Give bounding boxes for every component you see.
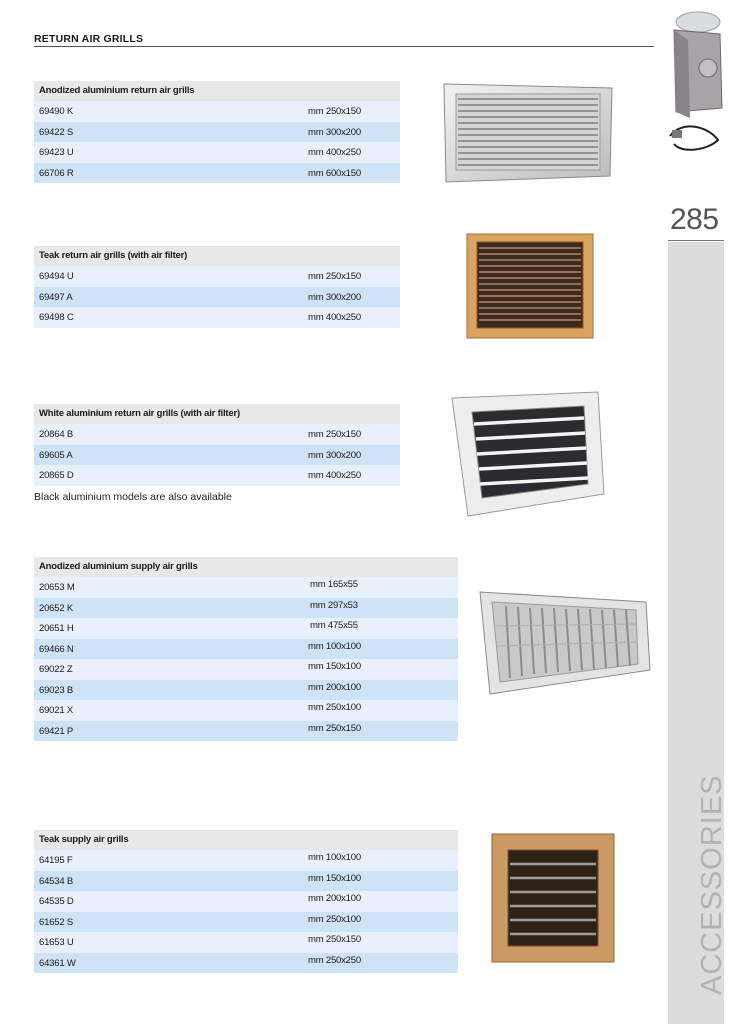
product-size: mm 400x250 [308, 312, 361, 323]
product-code: 69423 U [39, 147, 74, 158]
page-number: 285 [670, 203, 719, 236]
product-code: 69422 S [39, 126, 73, 138]
table-row [34, 163, 400, 184]
product-code: 20652 K [39, 602, 73, 614]
table-row [34, 932, 458, 953]
product-size: mm 300x200 [308, 291, 361, 303]
white-return-grill-image [448, 390, 608, 520]
product-table-white-return [34, 404, 400, 486]
product-table-teak-supply [34, 830, 458, 973]
product-table-anodized-supply [34, 557, 458, 741]
product-code: 69605 A [39, 449, 73, 461]
table-row [34, 659, 458, 680]
product-size: mm 250x150 [308, 934, 361, 945]
table-row [34, 122, 400, 143]
title-divider [34, 46, 654, 47]
table-row [34, 465, 400, 486]
ventilation-unit-image [668, 8, 724, 156]
table-row [34, 912, 458, 933]
product-size: mm 150x100 [308, 661, 361, 672]
section-heading: Teak return air grills (with air filter) [34, 246, 400, 266]
teak-supply-grill-image [490, 832, 616, 964]
table-row [34, 639, 458, 660]
product-code: 64195 F [39, 855, 73, 866]
table-row [34, 142, 400, 163]
table-row [34, 424, 400, 445]
section-heading: Teak supply air grills [34, 830, 458, 850]
product-size: mm 250x150 [308, 271, 361, 282]
table-row [34, 101, 400, 122]
product-code: 61652 S [39, 916, 73, 928]
availability-note: Black aluminium models are also available [34, 491, 232, 503]
product-size: mm 600x150 [308, 167, 361, 179]
product-code: 69498 C [39, 312, 74, 323]
section-heading: Anodized aluminium return air grills [34, 81, 400, 101]
table-row [34, 850, 458, 871]
product-size: mm 475x55 [310, 620, 358, 631]
product-code: 69421 P [39, 725, 73, 737]
product-size: mm 100x100 [308, 640, 361, 652]
product-size: mm 250x150 [308, 722, 361, 734]
table-row [34, 680, 458, 701]
product-code: 69494 U [39, 271, 74, 282]
product-size: mm 150x100 [308, 872, 361, 884]
table-row [34, 577, 458, 598]
table-row [34, 871, 458, 892]
page-number-divider [668, 240, 724, 241]
section-heading: White aluminium return air grills (with air filter) [34, 404, 400, 424]
product-code: 20653 M [39, 582, 75, 593]
product-size: mm 200x100 [308, 681, 361, 693]
anodized-return-grill-image [440, 80, 615, 186]
product-size: mm 297x53 [310, 599, 358, 611]
table-row [34, 721, 458, 742]
table-row [34, 598, 458, 619]
product-size: mm 250x100 [308, 702, 361, 713]
page-title: RETURN AIR GRILLS [34, 33, 144, 45]
product-table-teak-return [34, 246, 400, 328]
table-row [34, 445, 400, 466]
product-code: 69021 X [39, 705, 73, 716]
product-code: 69466 N [39, 643, 74, 655]
product-size: mm 250x250 [308, 954, 361, 966]
product-size: mm 250x150 [308, 429, 361, 440]
product-size: mm 400x250 [308, 470, 361, 481]
product-size: mm 300x200 [308, 126, 361, 138]
product-code: 20865 D [39, 470, 74, 481]
table-row [34, 700, 458, 721]
table-row [34, 891, 458, 912]
product-code: 69023 B [39, 684, 73, 696]
product-size: mm 400x250 [308, 147, 361, 158]
section-heading: Anodized aluminium supply air grills [34, 557, 458, 577]
product-code: 66706 R [39, 167, 74, 179]
table-row [34, 953, 458, 974]
table-row [34, 287, 400, 308]
product-size: mm 100x100 [308, 852, 361, 863]
table-row [34, 307, 400, 328]
product-size: mm 250x100 [308, 913, 361, 925]
product-size: mm 200x100 [308, 893, 361, 904]
product-code: 20864 B [39, 429, 73, 440]
product-table-anodized-return [34, 81, 400, 183]
table-row [34, 618, 458, 639]
product-code: 69022 Z [39, 664, 73, 675]
product-code: 64361 W [39, 957, 76, 969]
product-code: 64535 D [39, 896, 74, 907]
product-code: 64534 B [39, 875, 73, 887]
anodized-supply-grill-image [478, 590, 653, 696]
product-size: mm 300x200 [308, 449, 361, 461]
product-size: mm 165x55 [310, 579, 358, 590]
table-row [34, 266, 400, 287]
section-side-label: ACCESSORIES [696, 774, 728, 995]
product-code: 69497 A [39, 291, 73, 303]
product-size: mm 250x150 [308, 106, 361, 117]
product-code: 69490 K [39, 106, 73, 117]
product-code: 20651 H [39, 623, 74, 634]
product-code: 61653 U [39, 937, 74, 948]
teak-return-grill-image [465, 232, 595, 340]
